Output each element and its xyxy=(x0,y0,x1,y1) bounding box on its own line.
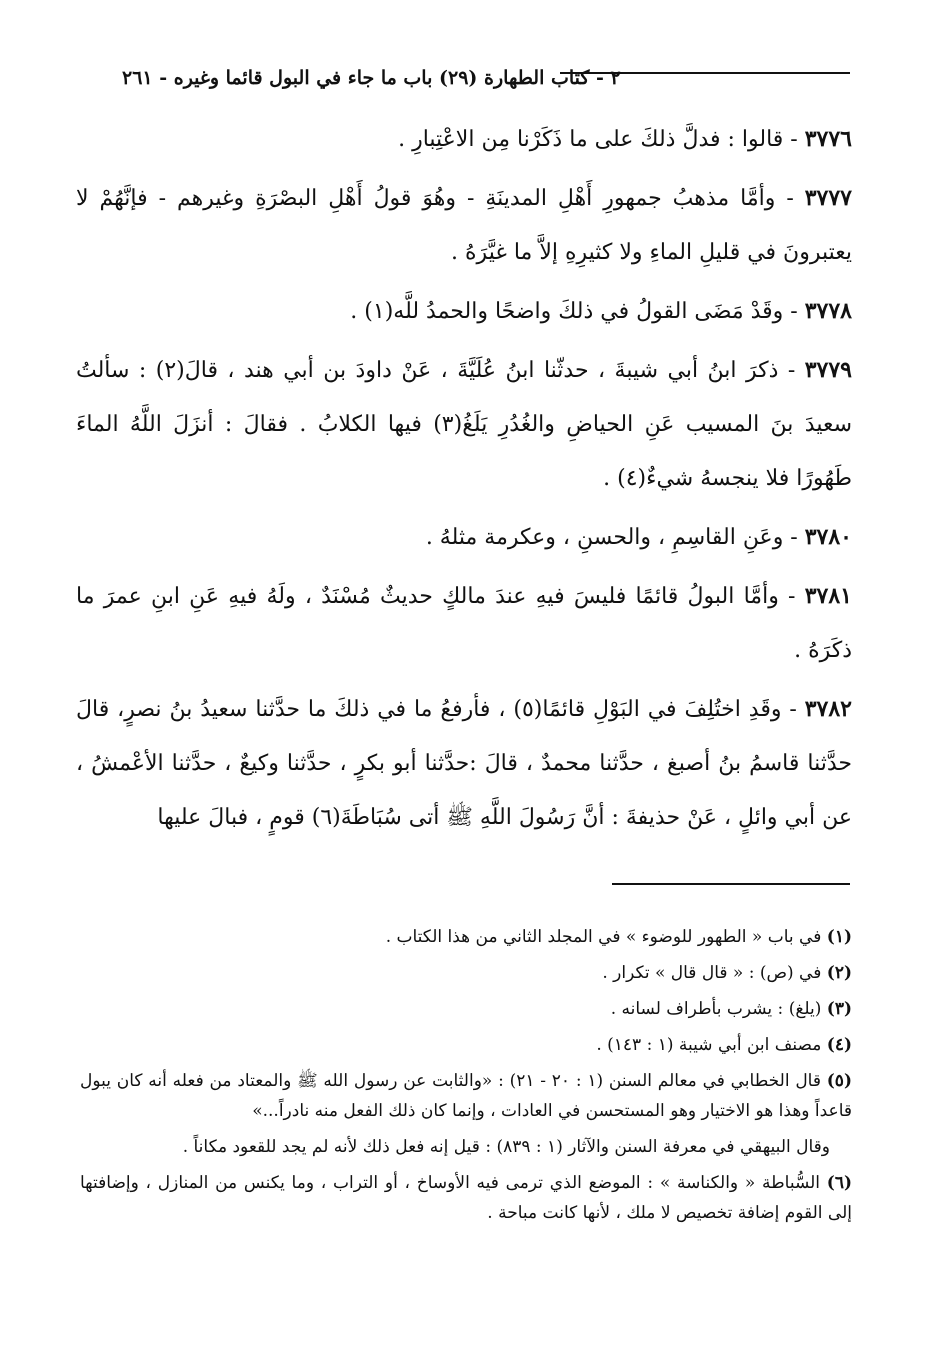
footnote-text: قال الخطابي في معالم السنن (١ : ٢٠ - ٢١) : «والثابت عن رسول الله ﷺ والمعتاد من فعله أنه كان يبول قاعداً وهذا هو الاختيار وهو المستحسن في العادات ، وإنما كان ذلك الفعل منه نادراً...» xyxy=(80,1071,852,1121)
footnote-5-continuation xyxy=(80,1132,852,1162)
footnote-text: (يلغ) : يشرب بأطراف لسانه . xyxy=(610,999,827,1019)
footnote-number: (٢) xyxy=(826,963,852,983)
running-header xyxy=(60,60,864,96)
paragraph-3776 xyxy=(76,112,852,167)
footnote-4 xyxy=(80,1030,852,1060)
paragraph-text: - وأمَّا مذهبُ جمهورِ أَهْلِ المدينَةِ - وهُوَ قولُ أَهْلِ البصْرَةِ وغيرهم - فإنَّهُمْ لا يعتبرونَ في قليلِ الماءِ ولا كثيرِهِ إلاَّ ما غيَّرَهُ . xyxy=(76,186,852,265)
paragraph-3777 xyxy=(76,171,852,280)
footnote-3 xyxy=(80,994,852,1024)
footnote-text: السُّباطة « والكناسة » : الموضع الذي ترمى فيه الأوساخ ، أو التراب ، وما يكنس من المنازل ، وإضافتها إلى القوم إضافة تخصيص لا ملك ، لأنها كانت مباحة . xyxy=(80,1173,852,1223)
main-text xyxy=(76,112,852,849)
paragraph-3779 xyxy=(76,343,852,506)
footnotes xyxy=(80,922,852,1234)
footnote-number: (٥) xyxy=(826,1071,852,1091)
paragraph-number: ٣٧٨٠ xyxy=(804,524,852,550)
footnote-6 xyxy=(80,1168,852,1228)
paragraph-3780 xyxy=(76,510,852,565)
footnote-number: (٦) xyxy=(826,1173,852,1193)
footnote-number: (٤) xyxy=(826,1035,852,1055)
footnote-text: وقال البيهقي في معرفة السنن والآثار (١ : ٨٣٩) : قيل إنه فعل ذلك لأنه لم يجد للقعود مكاناً . xyxy=(182,1137,830,1157)
paragraph-number: ٣٧٧٧ xyxy=(804,185,852,211)
paragraph-3781 xyxy=(76,569,852,678)
paragraph-text: - ذكرَ ابنُ أبي شيبةَ ، حدثّنا ابنُ عُلَيَّةَ ، عَنْ داودَ بن أبي هند ، قالَ(٢) : سألتُ سعيدَ بنَ المسيب عَنِ الحياضِ والغُدُرِ يَلَغُ(٣) فيها الكلابُ . فقالَ : أنزَلَ اللَّهُ الماءَ طَهُورًا فلا ينجسهُ شيءٌ(٤) . xyxy=(76,358,853,491)
paragraph-number: ٣٧٨٢ xyxy=(804,696,852,722)
footnote-number: (٣) xyxy=(826,999,852,1019)
footnote-rule xyxy=(612,883,850,885)
footnote-text: في باب « الطهور للوضوء » في المجلد الثاني من هذا الكتاب . xyxy=(385,927,827,947)
paragraph-number: ٣٧٧٦ xyxy=(804,126,852,152)
paragraph-text: - وعَنِ القاسِمِ ، والحسنِ ، وعكرمة مثلهُ . xyxy=(425,525,805,550)
paragraph-number: ٣٧٨١ xyxy=(804,583,852,609)
paragraph-text: - قالوا : فدلَّ ذلكَ على ما ذَكَرْنا مِن الاعْتِبارِ . xyxy=(398,127,805,152)
footnote-text: مصنف ابن أبي شيبة (١ : ١٤٣) . xyxy=(596,1035,827,1055)
footnote-text: في (ص) : « قال قال » تكرار . xyxy=(602,963,827,983)
paragraph-number: ٣٧٧٩ xyxy=(804,357,852,383)
footnote-1 xyxy=(80,922,852,952)
paragraph-3778 xyxy=(76,284,852,339)
paragraph-text: - وقَدْ مَضَى القولُ في ذلكَ واضحًا والحمدُ للَّه(١) . xyxy=(350,299,805,324)
footnote-2 xyxy=(80,958,852,988)
footnote-number: (١) xyxy=(826,927,852,947)
paragraph-text: - وأمَّا البولُ قائمًا فليسَ فيهِ عندَ مالكٍ حديثٌ مُسْنَدٌ ، ولَهُ فيهِ عَنِ ابنِ عمرَ ما ذكَرَهُ . xyxy=(76,584,852,663)
paragraph-number: ٣٧٧٨ xyxy=(804,298,852,324)
footnote-5 xyxy=(80,1066,852,1126)
paragraph-text: - وقَدِ اختُلِفَ في البَوْلِ قائمًا(٥) ، فأرفعُ ما في ذلكَ ما حدَّثنا سعيدُ بنُ نصرٍ، قالَ حدَّثنا قاسمُ بنُ أصبغ ، حدَّثنا محمدٌ ، قالَ :حدَّثنا أبو بكرٍ ، حدَّثنا وكيعٌ ، حدَّثنا الأعْمشُ ، عن أبي وائلٍ ، عَنْ حذيفةَ : أنَّ رَسُولَ اللَّهِ ﷺ أتى سُبَاطَةَ(٦) قومٍ ، فبالَ عليها xyxy=(76,697,852,830)
running-title: ٢ - كتاب الطهارة (٢٩) باب ما جاء في البول قائما وغيره - ٢٦١ xyxy=(122,67,621,89)
paragraph-3782 xyxy=(76,682,852,845)
